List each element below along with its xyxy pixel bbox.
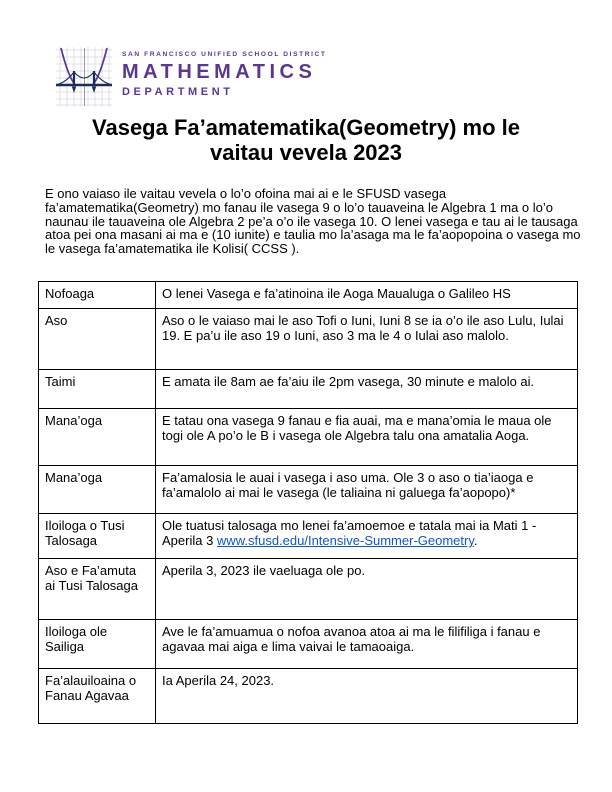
row-value-cell: E amata ile 8am ae fa’aiu ile 2pm vasega, 30 minute e malolo ai. <box>156 370 578 409</box>
sfusd-math-logo <box>55 46 327 108</box>
table-row <box>39 309 578 370</box>
page-title-line2: vaitau vevela 2023 <box>209 140 403 165</box>
row-label-cell: Iloiloga o Tusi Talosaga <box>39 514 156 559</box>
table-row <box>39 282 578 309</box>
row-value-cell: Ave le fa’amuamua o nofoa avanoa atoa ai ma le filifiliga i fanau e agavaa mai aiga e lima vaivai le tamaoaiga. <box>156 620 578 669</box>
row-value-cell: Aperila 3, 2023 ile vaeluaga ole po. <box>156 559 578 620</box>
table-row <box>39 514 578 559</box>
row-label-cell: Fa’alauiloaina o Fanau Agavaa <box>39 669 156 724</box>
table-row <box>39 370 578 409</box>
page-title-line1: Vasega Fa’amatematika(Geometry) mo le <box>92 115 520 140</box>
row-value-cell: O lenei Vasega e fa’atinoina ile Aoga Maualuga o Galileo HS <box>156 282 578 309</box>
row-value-cell <box>156 514 578 559</box>
row-value-cell: E tatau ona vasega 9 fanau e fia auai, ma e mana’omia le maua ole togi ole A po’o le B i vasega ole Algebra talu ona amatalia Aoga. <box>156 409 578 466</box>
row-label-cell: Mana’oga <box>39 466 156 514</box>
logo-department-line: DEPARTMENT <box>122 86 234 98</box>
row-label-cell: Aso e Fa’amuta ai Tusi Talosaga <box>39 559 156 620</box>
row-value-text: Ole tuatusi talosaga mo lenei fa’amoemoe e tatala mai ia Mati 1 - Aperila 3 <box>162 518 537 549</box>
row-value-text-after-link: . <box>473 533 478 549</box>
table-row <box>39 620 578 669</box>
course-info-table <box>38 281 578 724</box>
table-row <box>39 559 578 620</box>
intro-paragraph: E ono vaiaso ile vaitau vevela o lo’o ofoina mai ai e le SFUSD vasega fa’amatematika(Geometry) mo fanau ile vasega 9 o lo’o tauaveina le Algebra 1 ma o lo’o naunau ile tauaveina ole Algebra 2 pe’a o’o ile vasega 10. O lenei vasega e tau ai le tausaga atoa pei ona masani ai ma e (10 iunite) e taulia mo la’asaga ma le fa’aopopoina o vasega mo le vasega fa’amatematika ile Kolisi( CCSS ). <box>45 186 581 257</box>
math-bridge-graph-icon <box>55 46 113 108</box>
row-label-cell: Mana’oga <box>39 409 156 466</box>
row-value-cell: Aso o le vaiaso mai le aso Tofi o Iuni, Iuni 8 se ia o’o ile aso Lulu, Iulai 19. E pa’u ile aso 19 o Iuni, aso 3 ma le 4 o Iulai aso malolo. <box>156 309 578 370</box>
table-row <box>39 669 578 724</box>
row-value-cell: Fa’amalosia le auai i vasega i aso uma. Ole 3 o aso o tia’iaoga e fa’amalolo ai mai le vasega (le taliaina ni galuega fa’aopopo)* <box>156 466 578 514</box>
logo-mathematics-line: MATHEMATICS <box>122 61 317 83</box>
application-website-link[interactable]: www.sfusd.edu/Intensive-Summer-Geometry <box>216 533 474 549</box>
row-label-cell: Nofoaga <box>39 282 156 309</box>
row-value-cell: Ia Aperila 24, 2023. <box>156 669 578 724</box>
table-row <box>39 409 578 466</box>
table-row <box>39 466 578 514</box>
page-title <box>0 115 612 165</box>
row-label-cell: Taimi <box>39 370 156 409</box>
logo-district-line: SAN FRANCISCO UNIFIED SCHOOL DISTRICT <box>122 51 327 58</box>
logo-text <box>122 46 327 98</box>
row-label-cell: Iloiloga ole Sailiga <box>39 620 156 669</box>
row-label-cell: Aso <box>39 309 156 370</box>
